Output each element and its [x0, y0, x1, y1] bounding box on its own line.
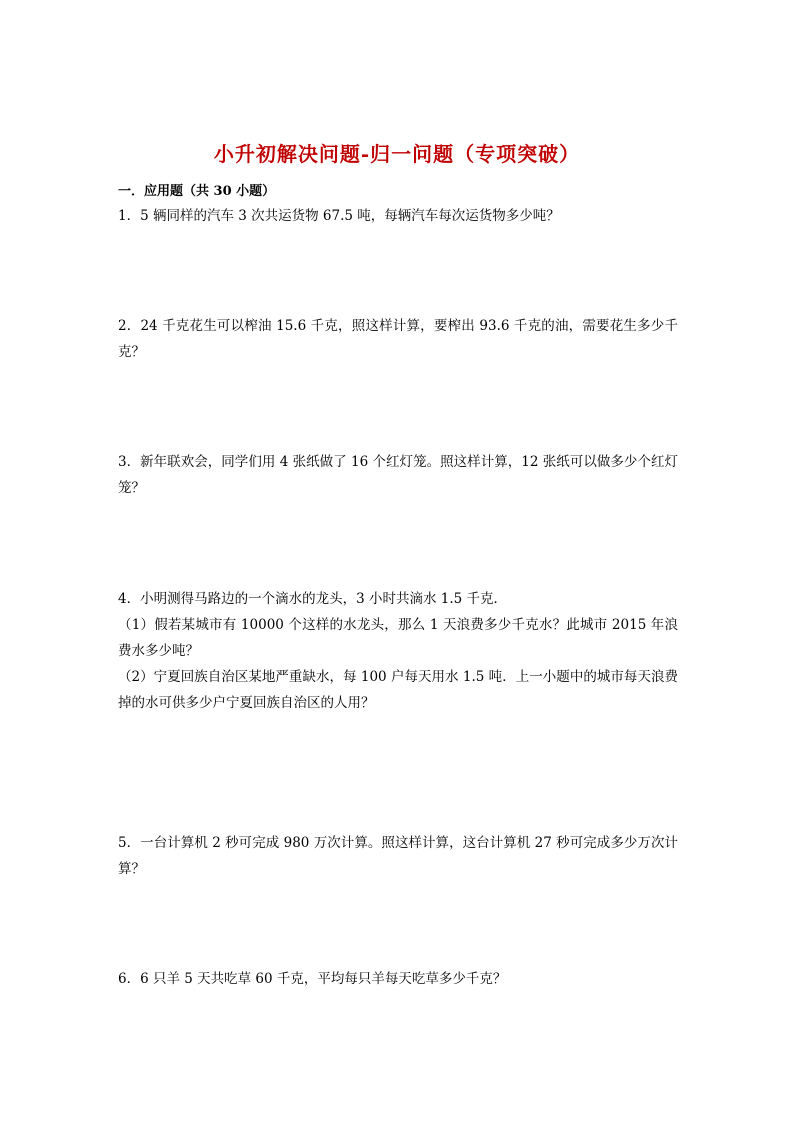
question-5: [118, 830, 678, 882]
question-4-text: 4．小明测得马路边的一个滴水的龙头，3 小时共滴水 1.5 千克．: [118, 591, 508, 607]
question-4: [118, 586, 678, 716]
question-1-text: 1．5 辆同样的汽车 3 次共运货物 67.5 吨，每辆汽车每次运货物多少吨？: [118, 208, 560, 224]
question-4-part-1: （1）假若某城市有 10000 个这样的水龙头，那么 1 天浪费多少千克水？此城市 2015 年浪费水多少吨？: [118, 617, 678, 659]
question-3: [118, 449, 678, 501]
question-6: [118, 966, 678, 992]
question-3-text: 3．新年联欢会，同学们用 4 张纸做了 16 个红灯笼。照这样计算，12 张纸可以做多少个红灯笼？: [118, 454, 678, 496]
section-heading: 一．应用题（共 30 小题）: [118, 184, 276, 199]
question-1: [118, 203, 678, 229]
question-2-text: 2．24 千克花生可以榨油 15.6 千克，照这样计算，要榨出 93.6 千克的油，需要花生多少千克？: [118, 318, 678, 360]
question-5-text: 5．一台计算机 2 秒可完成 980 万次计算。照这样计算，这台计算机 27 秒可完成多少万次计算？: [118, 835, 678, 877]
question-6-text: 6．6 只羊 5 天共吃草 60 千克，平均每只羊每天吃草多少千克？: [118, 971, 507, 987]
question-2: [118, 313, 678, 365]
page-title: 小升初解决问题-归一问题（专项突破）: [213, 142, 581, 166]
question-4-part-2: （2）宁夏回族自治区某地严重缺水，每 100 户每天用水 1.5 吨．上一小题中的城市每天浪费掉的水可供多少户宁夏回族自治区的人用？: [118, 669, 678, 711]
